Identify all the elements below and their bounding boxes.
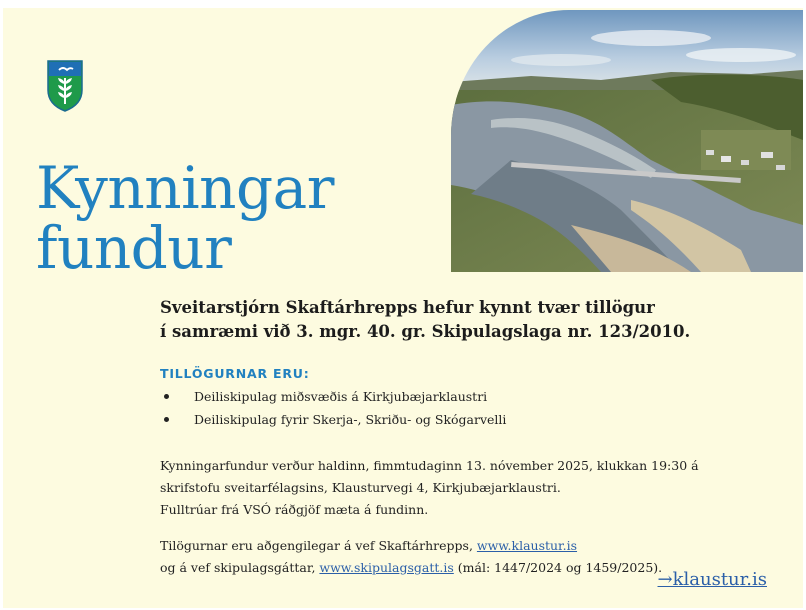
list-item [160,408,790,431]
meeting-line-2: skrifstofu sveitarfélagsins, Klausturvegi 4, Kirkjubæjarklaustri. [160,480,561,495]
availability-line-1 [160,535,790,557]
lead-paragraph [160,296,790,344]
klaustur-link[interactable]: www.klaustur.is [476,538,578,553]
klaustur-site-link[interactable]: →klaustur.is [657,569,767,590]
aerial-river-photo-icon [451,10,803,272]
skaftarhreppur-coat-of-arms-icon [47,60,83,112]
main-content [160,296,790,579]
skipulagsgatt-link[interactable]: www.skipulagsgatt.is [319,560,454,575]
proposals-heading: TILLÖGURNAR ERU: [160,366,310,381]
proposal-1: Deiliskipulag miðsvæðis á Kirkjubæjarklaustri [194,389,488,404]
bullet-icon [164,394,169,399]
meeting-paragraph [160,455,790,521]
lead-line-1: Sveitarstjórn Skaftárhrepps hefur kynnt tvær tillögur [160,298,655,317]
proposal-2: Deiliskipulag fyrir Skerja-, Skriðu- og Skógarvelli [194,412,507,427]
bullet-icon [164,417,169,422]
meeting-line-3: Fulltrúar frá VSÓ ráðgjöf mæta á fundinn. [160,502,429,517]
lead-line-2: í samræmi við 3. mgr. 40. gr. Skipulagslaga nr. 123/2010. [160,322,691,341]
availability-text-2: og á vef skipulagsgáttar, [160,560,320,575]
meeting-line-1: Kynningarfundur verður haldinn, fimmtudaginn 13. nóvember 2025, klukkan 19:30 á [160,458,699,473]
title-line-2: fundur [36,214,232,282]
availability-text-1: Tilögurnar eru aðgengilegar á vef Skaftárhrepps, [160,538,477,553]
title-line-1: Kynningar [36,154,334,222]
list-item [160,385,790,408]
case-numbers: (mál: 1447/2024 og 1459/2025). [453,560,663,575]
poster [3,8,803,608]
page-title [36,154,334,282]
proposals-list [160,385,790,431]
